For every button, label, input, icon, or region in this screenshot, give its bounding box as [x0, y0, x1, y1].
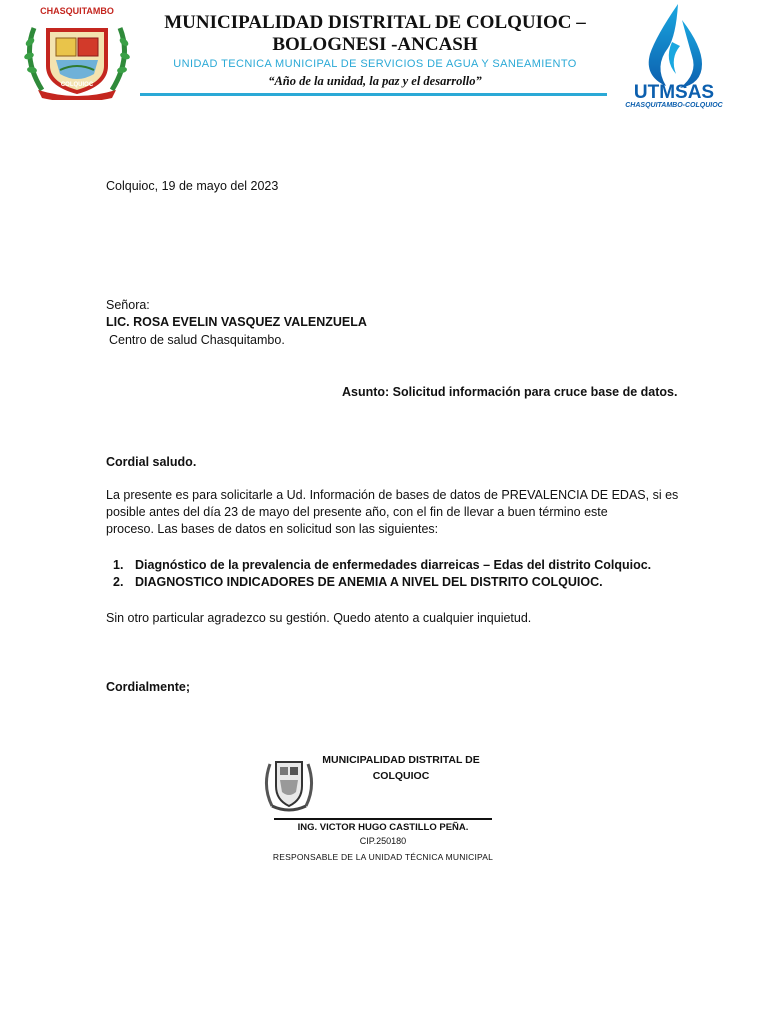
- signer-role: RESPONSABLE DE LA UNIDAD TÉCNICA MUNICIPAL: [272, 852, 494, 862]
- list-number: 1.: [113, 558, 124, 572]
- paragraph-line: La presente es para solicitarle a Ud. Información de bases de datos de PREVALENCIA DE EDAS, si es: [106, 488, 679, 502]
- letter-date: Colquioc, 19 de mayo del 2023: [106, 179, 279, 193]
- sign-off: Cordialmente;: [106, 680, 191, 694]
- list-item: [113, 557, 673, 574]
- header-motto: “Año de la unidad, la paz y el desarrollo”: [268, 74, 482, 88]
- recipient-name: LIC. ROSA EVELIN VASQUEZ VALENZUELA: [106, 315, 367, 329]
- paragraph-line: posible antes del día 23 de mayo del presente año, con el fin de llevar a buen término este: [106, 505, 608, 519]
- municipal-seal-icon: [262, 750, 316, 814]
- list-text: Diagnóstico de la prevalencia de enfermedades diarreicas – Edas del distrito Colquioc.: [135, 558, 652, 572]
- signer-name: ING. VICTOR HUGO CASTILLO PEÑA.: [297, 822, 469, 833]
- list-number: 2.: [113, 575, 124, 589]
- utmsas-name: UTMSAS: [633, 82, 715, 103]
- header-unit: UNIDAD TECNICA MUNICIPAL DE SERVICIOS DE AGUA Y SANEAMIENTO: [173, 58, 577, 70]
- greeting: Cordial saludo.: [106, 455, 197, 469]
- stamp-line: COLQUIOC: [372, 770, 430, 782]
- crest-bottom-text: COLQUIOC: [60, 82, 94, 88]
- signature-line: [274, 818, 492, 820]
- header-title: MUNICIPALIDAD DISTRITAL DE COLQUIOC – BOLOGNESI -ANCASH: [164, 12, 586, 55]
- request-list: [113, 557, 673, 591]
- closing-line: Sin otro particular agradezco su gestión. Quedo atento a cualquier inquietud.: [106, 611, 532, 625]
- stamp-text: [316, 752, 486, 784]
- subject-line: Asunto: Solicitud información para cruce base de datos.: [342, 385, 678, 399]
- list-text: DIAGNOSTICO INDICADORES DE ANEMIA A NIVEL DEL DISTRITO COLQUIOC.: [135, 575, 603, 589]
- salutation-title: Señora:: [106, 298, 150, 312]
- utmsas-subtitle: CHASQUITAMBO-COLQUIOC: [625, 102, 723, 109]
- signer-cip: CIP.250180: [359, 836, 407, 846]
- recipient-org: Centro de salud Chasquitambo.: [109, 333, 285, 347]
- stamp-line: MUNICIPALIDAD DISTRITAL DE: [322, 754, 480, 766]
- paragraph: [106, 487, 686, 538]
- crest-top-text: CHASQUITAMBO: [40, 6, 114, 16]
- paragraph-line: proceso. Las bases de datos en solicitud son las siguientes:: [106, 522, 439, 536]
- utmsas-water-drop-icon: [636, 2, 716, 88]
- list-item: [113, 574, 673, 591]
- header-divider: [140, 93, 607, 96]
